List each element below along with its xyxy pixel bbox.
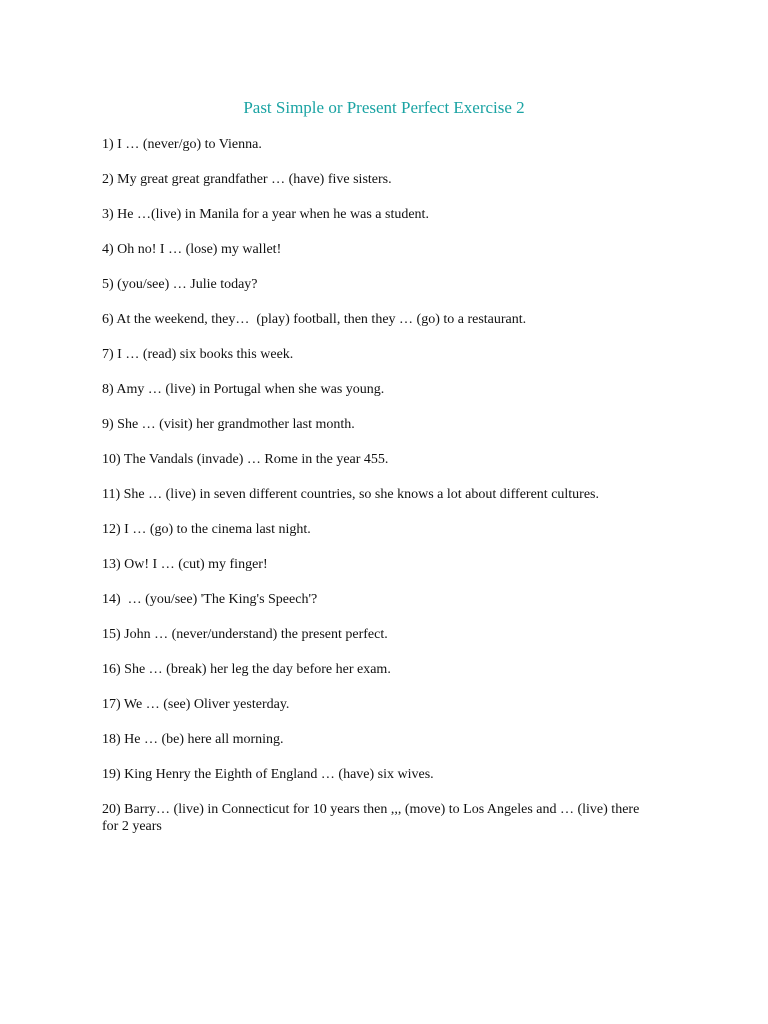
exercise-item: 9) She … (visit) her grandmother last month. — [102, 417, 355, 432]
exercise-item: 14) … (you/see) 'The King's Speech'? — [102, 592, 318, 607]
exercise-item: 7) I … (read) six books this week. — [102, 347, 294, 362]
exercise-item: 18) He … (be) here all morning. — [102, 732, 284, 747]
exercise-item: 11) She … (live) in seven different countries, so she knows a lot about different cultures. — [102, 487, 600, 502]
exercise-item: 1) I … (never/go) to Vienna. — [102, 137, 262, 152]
exercise-item: 10) The Vandals (invade) … Rome in the year 455. — [102, 452, 389, 467]
exercise-item: 20) Barry… (live) in Connecticut for 10 years then ,,, (move) to Los Angeles and … (live) there for 2 years — [102, 802, 643, 834]
exercise-item: 16) She … (break) her leg the day before her exam. — [102, 662, 391, 677]
exercise-item: 13) Ow! I … (cut) my finger! — [102, 557, 268, 572]
exercise-list — [102, 136, 642, 853]
page-title: Past Simple or Present Perfect Exercise 2 — [243, 98, 525, 117]
exercise-item: 6) At the weekend, they… (play) football, then they … (go) to a restaurant. — [102, 312, 527, 327]
exercise-item: 17) We … (see) Oliver yesterday. — [102, 697, 290, 712]
exercise-item: 4) Oh no! I … (lose) my wallet! — [102, 242, 282, 257]
exercise-item: 19) King Henry the Eighth of England … (have) six wives. — [102, 767, 434, 782]
exercise-item: 3) He …(live) in Manila for a year when he was a student. — [102, 207, 429, 222]
exercise-item: 2) My great great grandfather … (have) five sisters. — [102, 172, 392, 187]
exercise-item: 5) (you/see) … Julie today? — [102, 277, 258, 292]
exercise-item: 8) Amy … (live) in Portugal when she was young. — [102, 382, 385, 397]
exercise-item: 12) I … (go) to the cinema last night. — [102, 522, 311, 537]
exercise-item: 15) John … (never/understand) the present perfect. — [102, 627, 388, 642]
